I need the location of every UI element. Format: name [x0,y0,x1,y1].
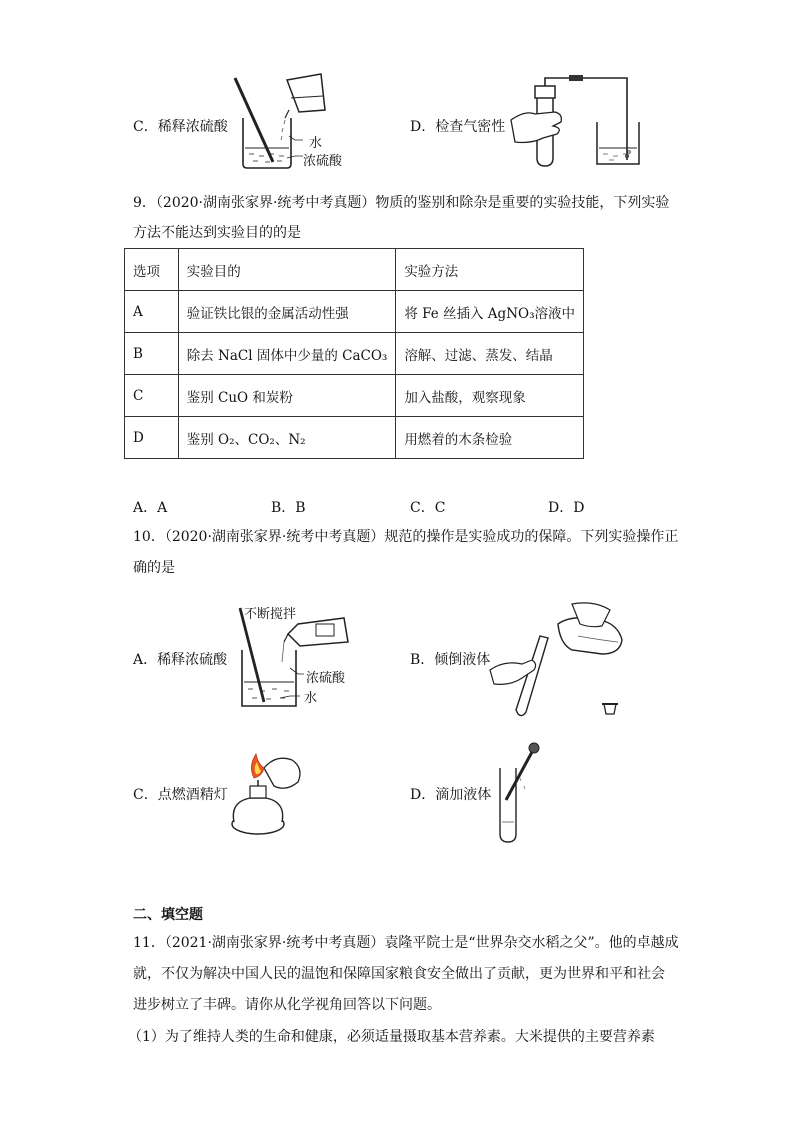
table-header-row [125,249,584,291]
table-row [125,417,584,459]
table-cell-method: 用燃着的木条检验 [396,417,584,459]
q11-text-line1: 11．（2021·湖南张家界·统考中考真题）袁隆平院士是“世界杂交水稻之父”。他的卓越成 [133,935,679,951]
q10-acid-text: 浓硫酸 [306,671,346,686]
q10-option-d-label: D．滴加液体 [410,787,492,803]
q9-text-line1: 9．（2020·湖南张家界·统考中考真题）物质的鉴别和除杂是重要的实验技能，下列实验 [133,195,670,211]
q11-text-line3: 进步树立了丰碑。请你从化学视角回答以下问题。 [133,997,441,1013]
table-cell-option: A [125,291,179,333]
q11-text-line2: 就，不仅为解决中国人民的温饱和保障国家粮食安全做出了贡献，更为世界和平和社会 [133,966,665,982]
q9-choice-a[interactable]: A．A [133,500,168,516]
q9-experiment-table [124,248,584,459]
q9-text-line2: 方法不能达到实验目的的是 [133,225,301,241]
table-cell-option: C [125,375,179,417]
q8-water-text: 水 [309,136,323,151]
table-cell-purpose: 鉴别 CuO 和炭粉 [178,375,396,417]
table-cell-method: 加入盐酸，观察现象 [396,375,584,417]
table-cell-option: D [125,417,179,459]
q8-airtightness-figure [505,72,645,172]
q10-dilute-acid-correct-figure [228,602,368,714]
q10-stir-text: 不断搅拌 [244,607,297,622]
table-cell-method: 溶解、过滤、蒸发、结晶 [396,333,584,375]
q10-pour-liquid-figure [488,600,638,720]
q10-water-text: 水 [304,691,318,706]
q10-option-c-label: C．点燃酒精灯 [133,787,228,803]
q8-option-d-label: D．检查气密性 [410,119,506,135]
q9-choice-b[interactable]: B．B [271,500,306,516]
q8-acid-text: 浓硫酸 [303,154,343,169]
q10-light-alcohol-lamp-figure [220,742,310,842]
q9-choice-c[interactable]: C．C [410,500,446,516]
q8-dilute-acid-wrong-figure [225,70,365,175]
table-row [125,333,584,375]
table-cell-purpose: 除去 NaCl 固体中少量的 CaCO₃ [178,333,396,375]
q10-option-a-label: A．稀释浓硫酸 [133,652,228,668]
table-cell-method: 将 Fe 丝插入 AgNO₃溶液中 [396,291,584,333]
q10-drop-liquid-figure [488,742,558,846]
q9-choice-d[interactable]: D．D [548,500,585,516]
q10-text-line1: 10．（2020·湖南张家界·统考中考真题）规范的操作是实验成功的保障。下列实验操作正 [133,529,679,545]
q11-text-line4: （1）为了维持人类的生命和健康，必须适量摄取基本营养素。大米提供的主要营养素 [128,1029,655,1045]
table-header-method: 实验方法 [396,249,584,291]
q10-option-b-label: B．倾倒液体 [410,652,491,668]
table-cell-purpose: 鉴别 O₂、CO₂、N₂ [178,417,396,459]
table-row [125,375,584,417]
q8-option-c-label: C．稀释浓硫酸 [133,119,228,135]
table-header-option: 选项 [125,249,179,291]
table-header-purpose: 实验目的 [178,249,396,291]
table-cell-purpose: 验证铁比银的金属活动性强 [178,291,396,333]
table-row [125,291,584,333]
q10-text-line2: 确的是 [133,560,175,576]
section-title: 二、填空题 [133,907,203,923]
table-cell-option: B [125,333,179,375]
